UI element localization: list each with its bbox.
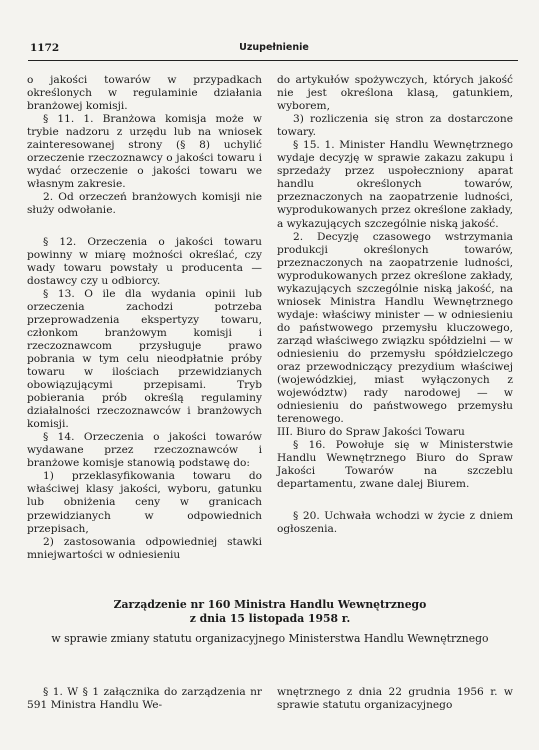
paragraph-s12: § 12. Orzeczenia o jakości towaru powinny w miarę możności określać, czy wady towaru powstały u producenta — dostawcy czy u odbiorcy. — [27, 235, 262, 287]
paragraph: 2. Decyzję czasowego wstrzymania produkcji określonych towarów, przeznaczonych na zaopatrzenie ludności, wyprodukowanych przez określone zakłady, wykazujących szczególnie niską jakość, na wniosek Ministra Handlu Wewnętrznego wydaje: właściwy minister — w odniesieniu do państwowego przemysłu kluczowego, zarząd właściwego związku spółdzielni — w odniesieniu do przemysłu spółdzielczego oraz przewodniczący prezydium właściwej (wojewódzkiej, miast wyłączonych z województw) rady narodowej — w odniesieniu do państwowego przemysłu terenowego. — [277, 230, 513, 426]
paragraph-s20: § 20. Uchwała wchodzi w życie z dniem ogłoszenia. — [277, 509, 513, 535]
right-column — [277, 74, 513, 536]
order-heading — [27, 598, 513, 646]
paragraph: do artykułów spożywczych, których jakość nie jest określona klasą, gatunkiem, wyborem, — [277, 74, 513, 113]
running-title: Uzupełnienie — [239, 42, 309, 53]
bottom-right-column — [277, 686, 513, 712]
order-date: z dnia 15 listopada 1958 r. — [189, 611, 351, 625]
list-item: 2) zastosowania odpowiedniej stawki mniejwartości w odniesieniu — [27, 535, 262, 561]
list-item: 1) przeklasyfikowania towaru do właściwej klasy jakości, wyboru, gatunku lub obniżenia ceny w granicach przewidzianych w odpowiednich przepisach, — [27, 470, 262, 535]
page-number: 1172 — [30, 42, 60, 54]
paragraph-s15: § 15. 1. Minister Handlu Wewnętrznego wydaje decyzję w sprawie zakazu zakupu i sprzedaży przez uspołeczniony aparat handlu określonych towarów, przeznaczonych na zaopatrzenie ludności, wyprodukowanych przez określone zakłady, a wykazujących szczególnie niską jakość. — [277, 139, 513, 230]
section-heading: III. Biuro do Spraw Jakości Towaru — [277, 426, 465, 439]
paragraph-s13: § 13. O ile dla wydania opinii lub orzeczenia zachodzi potrzeba przeprowadzenia ekspertyzy towaru, członkom branżowym komisji i rzeczoznawcom przysługuje prawo pobrania w tym celu nieodpłatnie próby towaru w ilościach przewidzianych obowiązującymi przepisami. Tryb pobierania prób określą regulaminy działalności rzeczoznawców i branżowych komisji. — [27, 287, 262, 431]
paragraph-s11: § 11. 1. Branżowa komisja może w trybie nadzoru z urzędu lub na wniosek zainteresowanej strony (§ 8) uchylić orzeczenie rzeczoznawcy o jakości towaru i wydać orzeczenie o jakości towaru we własnym zakresie. — [27, 113, 262, 191]
bottom-left-column — [27, 686, 262, 712]
paragraph-s16: § 16. Powołuje się w Ministerstwie Handlu Wewnętrznego Biuro do Spraw Jakości Towarów na szczeblu departamentu, zwane dalej Biurem. — [277, 439, 513, 491]
paragraph-s14: § 14. Orzeczenia o jakości towarów wydawane przez rzeczoznawców i branżowe komisje stanowią podstawę do: — [27, 431, 262, 470]
left-column — [27, 74, 262, 562]
order-title: Zarządzenie nr 160 Ministra Handlu Wewnętrznego — [113, 598, 427, 611]
paragraph-s1: § 1. W § 1 załącznika do zarządzenia nr 591 Ministra Handlu We- — [27, 686, 262, 712]
list-item: 3) rozliczenia się stron za dostarczone towary. — [277, 113, 513, 139]
paragraph: 2. Od orzeczeń branżowych komisji nie służy odwołanie. — [27, 191, 262, 217]
paragraph: wnętrznego z dnia 22 grudnia 1956 r. w sprawie statutu organizacyjnego — [277, 686, 513, 712]
paragraph: o jakości towarów w przypadkach określonych w regulaminie działania branżowej komisji. — [27, 74, 262, 113]
header-rule — [28, 60, 518, 61]
order-subject: w sprawie zmiany statutu organizacyjnego Ministerstwa Handlu Wewnętrznego — [51, 632, 489, 645]
page-header — [30, 42, 518, 60]
